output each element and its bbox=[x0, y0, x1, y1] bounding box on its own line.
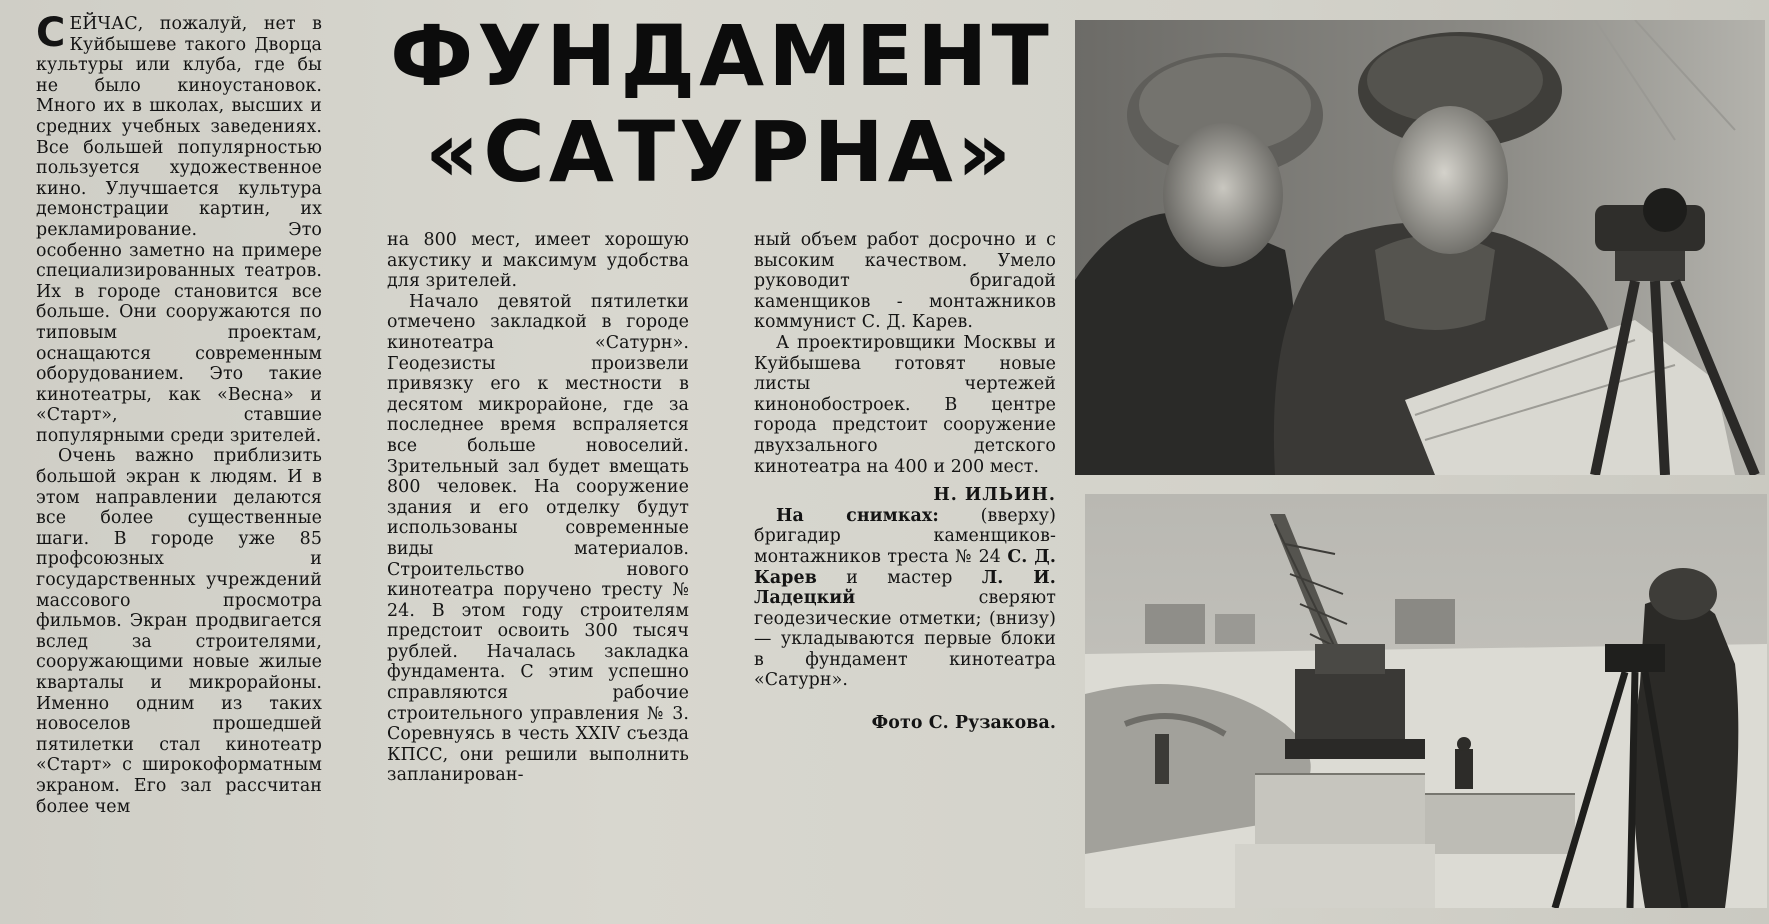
caption-name-2: Л. И. Ладецкий bbox=[754, 567, 1056, 609]
paragraph-1-text: ЕЙЧАС, пожалуй, нет в Куйбышеве такого Дворца культуры или клуба, где бы не было киноустановок. Много их в школах, высших и средних учебных заведениях. Все большей популярностью пользуется художественное кино. Улучшается культура демонстрации картин, их рекламирование. Это особенно заметно на примере специализированных театров. Их в городе становится все больше. Они сооружаются по типовым проектам, оснащаются современным оборудованием. Это такие кинотеатры, как «Весна» и «Старт», ставшие популярными среди зрителей. bbox=[36, 14, 322, 446]
photo-credit: Фото С. Рузакова. bbox=[871, 713, 1056, 734]
article-headline bbox=[390, 7, 1053, 201]
photo-surveyors bbox=[1075, 20, 1765, 475]
photo-caption bbox=[754, 506, 1056, 691]
caption-mid: и мастер bbox=[846, 567, 953, 588]
paragraph-3: на 800 мест, имеет хорошую акустику и максимум удобства для зрителей. bbox=[387, 230, 689, 292]
author-byline: Н. ИЛЬИН. bbox=[933, 485, 1056, 506]
paragraph-6: А проектировщики Москвы и Куйбышева готовят новые листы чертежей кинонобостроек. В центре города предстоит сооружение двухзального детского кинотеатра на 400 и 200 мест. bbox=[754, 332, 1056, 477]
caption-text: (вверху) бригадир каменщиков-монтажников треста № 24 bbox=[754, 505, 1056, 567]
paragraph-5: ный объем работ досрочно и с высоким качеством. Умело руководит бригадой каменщиков - монтажников коммунист С. Д. Карев. bbox=[754, 230, 1056, 333]
photo-construction-site bbox=[1085, 494, 1767, 908]
headline-line-1: ФУНДАМЕНТ bbox=[390, 7, 1053, 105]
article-column-1 bbox=[36, 10, 322, 817]
photo-surveyors-image bbox=[1075, 20, 1765, 475]
headline-line-2: «САТУРНА» bbox=[424, 103, 1016, 201]
article-column-2 bbox=[387, 230, 689, 786]
caption-end: сверяют геодезические отметки; (внизу) — укладываются первые блоки в фундамент кинотеатра «Сатурн». bbox=[754, 588, 1056, 691]
photo-construction-image bbox=[1085, 494, 1767, 908]
drop-cap: С bbox=[36, 10, 66, 56]
caption-name-1: С. Д. Карев bbox=[754, 546, 1056, 588]
paragraph-2: Очень важно приблизить большой экран к людям. И в этом направлении делаются все более существенные шаги. В городе уже 85 профсоюзных и государственных учреждений массового просмотра фильмов. Экран продвигается вслед за строителями, сооружающими новые жилые кварталы и микрорайоны. Именно одним из таких новоселов прошедшей пятилетки стал кинотеатр «Старт» с широкоформатным экраном. Его зал рассчитан более чем bbox=[36, 446, 322, 817]
paragraph-4: Начало девятой пятилетки отмечено закладкой в городе кинотеатра «Сатурн». Геодезисты произвели привязку его к местности в десятом микрорайоне, где за последнее время вспраляется все больше новоселий. Зрительный зал будет вмещать 800 человек. На сооружение здания и его отделку будут использованы современные виды материалов. Строительство нового кинотеатра поручено тресту № 24. В этом году строителям предстоит освоить 300 тысяч рублей. Началась закладка фундамента. С этим успешно справляются рабочие строительного управления № 3. Соревнуясь в честь XXIV съезда КПСС, они решили выполнить запланирован- bbox=[387, 291, 689, 786]
article-column-3 bbox=[754, 230, 1056, 734]
caption-lead: На снимках: bbox=[776, 505, 939, 526]
paragraph-1 bbox=[36, 10, 322, 446]
